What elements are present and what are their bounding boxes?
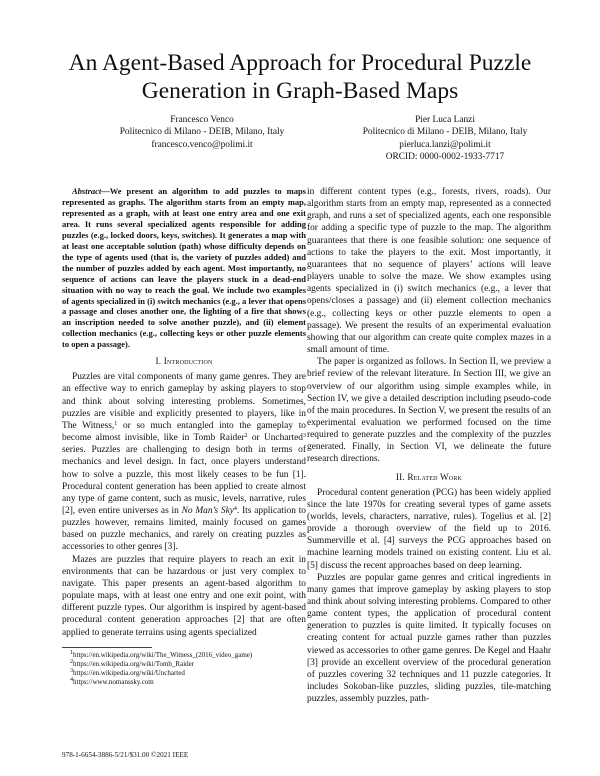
author-email: pierluca.lanzi@polimi.it <box>399 139 491 150</box>
right-column <box>307 186 551 705</box>
section-heading-introduction: I. Introduction <box>155 356 213 367</box>
author-name: Francesco Venco <box>170 115 234 125</box>
author-affiliation: Politecnico di Milano - DEIB, Milano, Italy <box>119 127 285 138</box>
footnote-rule <box>62 647 152 648</box>
intro-text: series. Puzzles are challenging to design both in terms of mechanics and level design. In fact, once players understand how to solve a puzzle, this most likely ceases to be fun [1]. Procedural content generation has been applied to create almost any type of game content, such as music, levels, narrative, rules [2], even entire universes as in <box>62 445 306 517</box>
author-affiliation: Politecnico di Milano - DEIB, Milano, Italy <box>362 127 528 138</box>
footnote-item: $^1$https://en.wikipedia.org/wiki/The_Witness_(2016_video_game) <box>70 649 253 659</box>
footnote-ref: 2 <box>244 433 248 440</box>
intro-text: Puzzles are vital components of many game genres. They are an effective way to enrich gameplay by asking players to stop and think about solving interesting problems. Sometimes, puzzles are visible and explicitly presented to players, like in The Witness, <box>62 372 306 431</box>
footnote-ref: 4 <box>233 506 237 513</box>
author-block-1 <box>72 114 332 151</box>
game-title: No Man’s Sky <box>181 506 234 517</box>
footnote-item: $^4$https://www.nomanssky.com <box>70 676 154 686</box>
abstract-text: —We present an algorithm to add puzzles to maps represented as graphs. The algorithm starts from an empty map, represented as a graph, with at least one entry area and one exit area. It runs several specialized agents responsible for adding puzzles (e.g., locked doors, keys, switches). It generates a map with at least one acceptable solution (path) whose difficulty depends on the type of agents used (that is, the variety of puzzles added) and the number of puzzles added by each agent. Most importantly, no sequence of actions can leave the players stuck in a dead-end situation with no way to reach the goal. We include two examples of agents specialized in (i) switch mechanics (e.g., a lever that opens a passage and closes another one, the lighting of a fire that shows an inscription needed to solve another puzzle), and (ii) element collection mechanics (e.g., collecting keys or other puzzle elements to open a passage). <box>62 186 306 350</box>
abstract-label: Abstract <box>72 186 102 196</box>
footnote-item: $^2$https://en.wikipedia.org/wiki/Tomb_Raider <box>70 658 195 668</box>
intro-paragraph-2: Mazes are puzzles that require players to reach an exit in environments that can be hazardous or just very complex to navigate. This paper presents an agent-based algorithm to populate maps, with at least one entry and one exit point, with different puzzle types. Our algorithm is inspired by agent-based procedural content generation approaches [2] that are often applied to generate terrains using agents specialized <box>62 554 306 638</box>
footnote-item: $^3$https://en.wikipedia.org/wiki/Uncharted <box>70 667 185 677</box>
author-orcid: ORCID: 0000-0002-1933-7717 <box>385 152 505 163</box>
related-paragraph-1: Procedural content generation (PCG) has been widely applied since the late 1970s for creating several types of game assets (worlds, levels, characters, narrative, rules). Togelius et al. [2] provide a thorough overview of the field up to 2016. Summerville et al. [4] surveys the PCG approaches based on machine learning models trained on existing content. Liu et al. [5] discuss the recent approaches based on deep learning. <box>307 487 551 571</box>
intro-text: or Uncharted <box>247 433 303 444</box>
author-block-2 <box>315 114 575 164</box>
intro-paragraph-3: The paper is organized as follows. In Section II, we preview a brief review of the relevant literature. In Section III, we give an overview of our algorithm using simple examples while, in Section IV, we give a detailed description including pseudo-code of the main procedures. In Section V, we present the results of an experimental evaluation we performed focused on the time required to generate puzzles and the complexity of the puzzles generated. Finally, in Section VI, we delineate the future research directions. <box>307 357 551 465</box>
author-name: Pier Luca Lanzi <box>415 115 475 125</box>
paper-title: An Agent-Based Approach for Procedural Puzzle Generation in Graph-Based Maps <box>68 50 532 104</box>
copyright-notice: 978-1-6654-3886-5/21/$31.00 ©2021 IEEE <box>62 751 189 759</box>
section-heading-related-work: II. Related Work <box>395 471 463 482</box>
footnote-ref: 1 <box>114 420 118 427</box>
author-email: francesco.venco@polimi.it <box>151 139 253 150</box>
intro-paragraph-1 <box>62 371 306 553</box>
abstract <box>62 186 306 350</box>
footnotes <box>62 651 306 687</box>
intro-paragraph-2-continued: in different content types (e.g., forests, rivers, roads). Our algorithm starts from an empty map, represented as a connected graph, and runs a set of specialized agents, each one responsible for adding a specific type of puzzle to the map. The algorithm guarantees that there is one feasible solution: one sequence of actions to take the players to the exit. Most importantly, it guarantees that no sequence of players’ actions will leave players unable to solve the maze. We show examples using agents specialized in (i) switch mechanics (e.g., a lever that opens/closes a passage) and (ii) element collection mechanics (e.g., collecting keys or other puzzle elements to open a passage). We present the results of an experimental evaluation showing that our algorithm can create quite complex mazes in a small amount of time. <box>307 187 551 356</box>
footnote-ref: 3 <box>303 433 306 440</box>
related-paragraph-2: Puzzles are popular game genres and critical ingredients in many games that improve gameplay by asking players to stop and think about solving interesting problems. Compared to other game content types, the application of procedural content generation to puzzles is quite limited. It typically focuses on creating content for actual puzzle games rather than puzzles viewed as accessories to other game genres. De Kegel and Haahr [3] provide an excellent overview of the procedural generation of puzzles covering 32 techniques and 11 puzzle categories. It includes Sokoban-like puzzles, sliding puzzles, tile-matching puzzles, assembly puzzles, path- <box>307 572 551 705</box>
intro-text: . Its application to puzzles however, remains limited, mainly focused on games based on puzzle mechanics, and rarely on creating puzzles as accessories to other genres [3]. <box>62 506 306 553</box>
intro-text: or so much entangled into the gameplay to become almost invisible, like in Tomb Raider <box>62 420 306 444</box>
left-column <box>62 186 306 687</box>
